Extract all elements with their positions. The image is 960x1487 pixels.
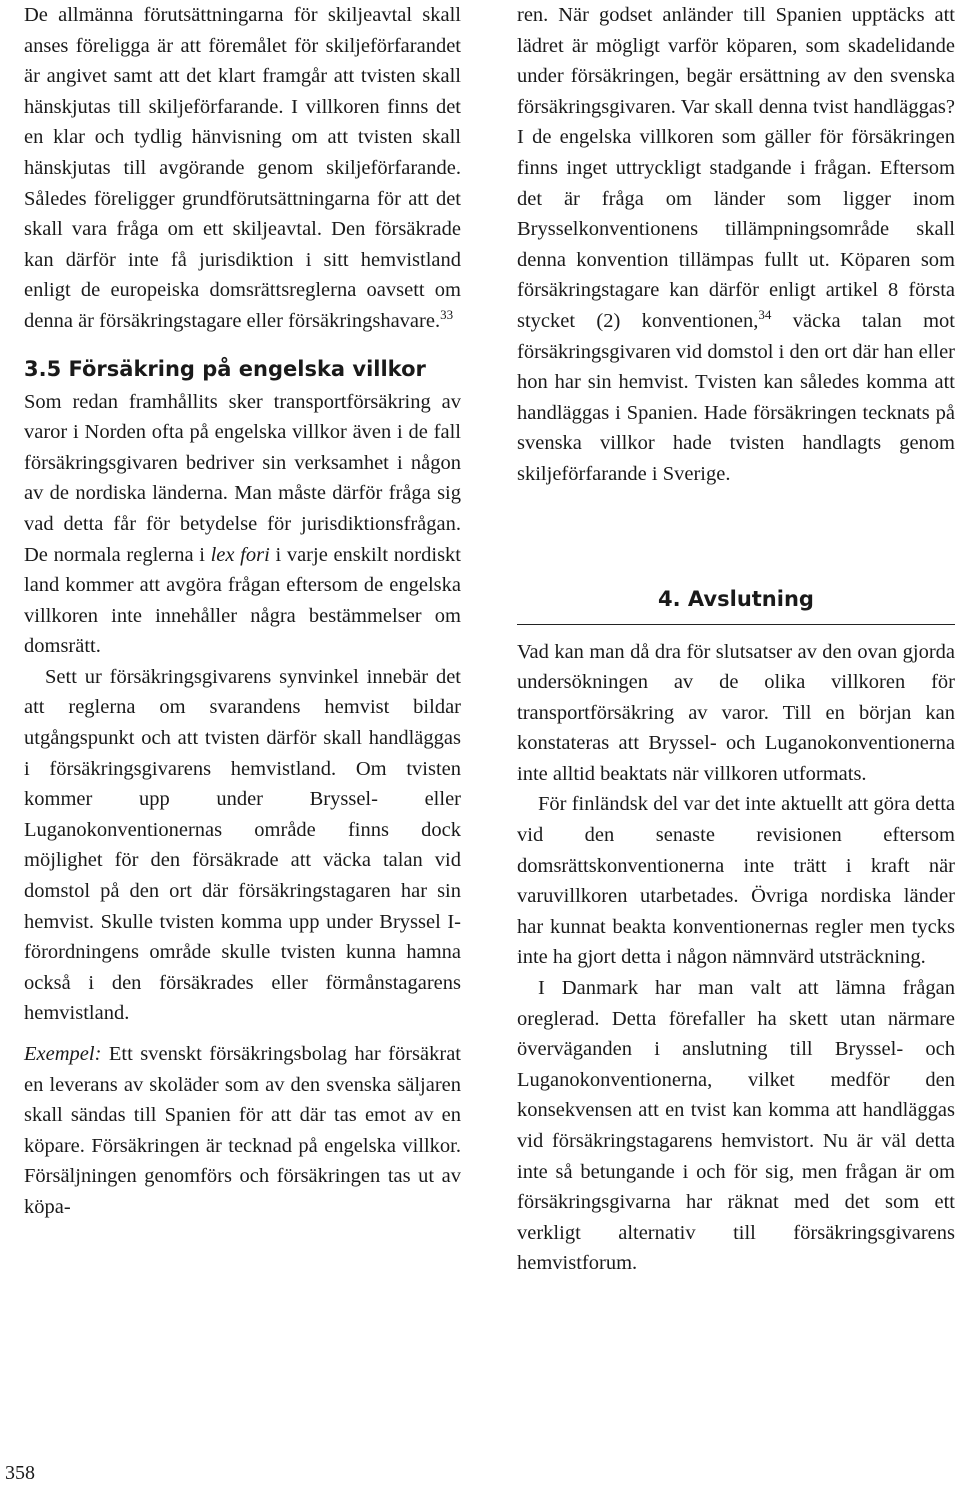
paragraph-engelska-villkor: Som redan framhållits sker transportförsäkring av varor i Norden ofta på engelska villkor även i de fall försäkringsgivaren bedriver sin verksamhet i någon av de nordiska länderna. Man måste därför fråga sig vad detta får för betydelse för jurisdiktionsfrågan. De normala reglerna i lex fori i varje enskilt nordiskt land kommer att avgöra frågan eftersom de engelska villkoren inte innehåller några bestämmelser om domsrätt. [24, 390, 461, 658]
left-column [24, 0, 461, 1223]
footnote-ref-33[interactable]: 33 [440, 307, 454, 323]
paragraph-exempel-continued: ren. När godset anländer till Spanien upptäcks att lädret är mögligt varför köparen, som skadelidande under försäkringen, begär ersättning av den svenska försäkringsgivaren. Var skall denna tvist handläggas? I de engelska villkoren som gäller för försäkringen finns inget uttryckligt stadgande i frågan. Eftersom det är fråga om länder som ligger inom Brysselkonventionens tillämpningsområde skall denna konvention tillämpas fullt ut. Köparen som försäkringstagare kan därför enligt artikel 8 första stycket (2) konventionen,$^{34}$ väcka talan mot försäkringsgivaren vid domstol i den ort där han eller hon har sin hemvist. Tvisten kan således komma att handläggas i Spanien. Hade försäkringen tecknats på svenska villkor hade tvisten handlagts genom skiljeförfarande i Sverige. [517, 4, 956, 485]
paragraph-slutsatser: Vad kan man då dra för slutsatser av den ovan gjorda undersökningen av de olika villkoren för transportförsäkring av varor. Till en början kan konstateras att Bryssel- och Luganokonventionerna inte alltid beaktats när villkoren utformats. [517, 640, 955, 785]
example-label: Exempel: [24, 1043, 102, 1065]
page-number: 358 [5, 1462, 35, 1484]
paragraph-danmark: I Danmark har man valt att lämna frågan oreglerad. Detta förefaller ha skett utan närmare överväganden i anslutning till Bryssel- och Luganokonventionerna, vilket medför den konsekvensen att en tvist kan komma att handläggas vid försäkringstagarens hemvistort. Nu är väl detta inte så betungande i och för sig, men frågan är om försäkringsgivarna har räknat med det som ett verkligt alternativ till försäkringsgivarens hemvistforum. [517, 977, 955, 1275]
paragraph-forsakringsgivarens-synvinkel: Sett ur försäkringsgivarens synvinkel innebär det att reglerna om svarandens hemvist bildar utgångspunkt och att tvisten därför skall handläggas i försäkringsgivarens hemvistland. Om tvisten kommer upp under Bryssel- eller Luganokonventionernas område finns dock möjlighet för den försäkrade att väcka talan vid domstol på den ort där försäkringstagaren har sin hemvist. Skulle tvisten komma upp under Bryssel I-förordningens område skulle tvisten kunna hamna också i den försäkrades eller förmånstagarens hemvistland. [24, 665, 461, 1025]
right-column [517, 0, 955, 1279]
section-heading-3-5: 3.5 Försäkring på engelska villkor [24, 356, 426, 381]
paragraph-exempel: Exempel: Ett svenskt försäkringsbolag har försäkrat en leverans av skoläder som av den svenska säljaren skall sändas till Spanien för att där tas emot av en köpare. Försäkringen är tecknad på engelska villkor. Försäljningen genomförs och försäkringen tas ut av köpa- [24, 1043, 461, 1218]
footnote-ref-34[interactable]: 34 [758, 307, 772, 323]
paragraph-skiljeavtal: De allmänna förutsättningarna för skiljeavtal skall anses föreligga är att föremålet för skiljeförfarandet är angivet samt att det klart framgår att tvisten skall hänskjutas till skiljeförfarande. I villkoren finns det en klar och tydlig hänvisning om att tvisten skall hänskjutas till avgörande genom skiljeförfarande. Således föreligger grundförutsättningarna för att det skall vara fråga om ett skiljeavtal. Den försäkrade kan därför inte få jurisdiktion i sitt hemvistland enligt de europeiska domsrättsreglerna oavsett om denna är försäkringstagare eller försäkringshavare.$^{33}$ [24, 4, 461, 332]
section-heading-4: 4. Avslutning [517, 490, 955, 625]
lex-fori-term: lex fori [210, 543, 270, 566]
paragraph-finland: För finländsk del var det inte aktuellt att göra detta vid den senaste revisionen eftersom domsrättskonventionerna inte trätt i kraft när varuvillkoren utarbetades. Övriga nordiska länder har kunnat beakta konventionernas regler men tycks inte ha gjort detta i någon nämnvärd utsträckning. [517, 793, 955, 969]
